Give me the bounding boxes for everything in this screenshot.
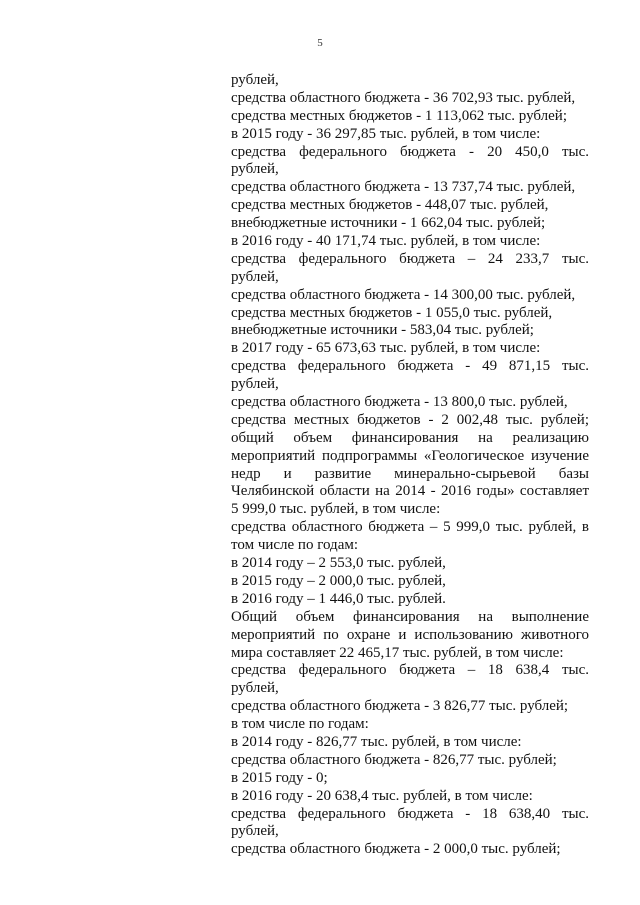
text-line: рублей,: [231, 376, 279, 393]
text-line: рублей,: [231, 268, 279, 285]
text-line: в 2015 году - 36 297,85 тыс. рублей, в том числе:: [231, 125, 541, 142]
text-line: средства областного бюджета - 826,77 тыс. рублей;: [231, 751, 557, 768]
text-line: рублей,: [231, 680, 279, 697]
text-line: рублей,: [231, 823, 279, 840]
text-line: мира составляет 22 465,17 тыс. рублей, в том числе:: [231, 644, 564, 661]
text-line: в 2014 году - 826,77 тыс. рублей, в том числе:: [231, 733, 522, 750]
text-line: недр и развитие минерально-сырьевой базы: [231, 465, 589, 482]
text-line: средства местных бюджетов - 448,07 тыс. рублей,: [231, 197, 549, 214]
text-line: средства областного бюджета - 36 702,93 тыс. рублей,: [231, 89, 576, 106]
text-line: в 2016 году - 20 638,4 тыс. рублей, в том числе:: [231, 787, 533, 804]
text-line: в 2016 году – 1 446,0 тыс. рублей.: [231, 590, 446, 607]
text-line: средства федерального бюджета - 18 638,40 тыс.: [231, 805, 589, 822]
text-line: средства федерального бюджета – 24 233,7 тыс.: [231, 250, 589, 267]
text-line: средства областного бюджета - 13 800,0 тыс. рублей,: [231, 394, 568, 411]
text-line: мероприятий по охране и использованию животного: [231, 626, 589, 643]
body-text: [231, 72, 589, 859]
text-line: средства областного бюджета - 13 737,74 тыс. рублей,: [231, 179, 576, 196]
text-line: средства областного бюджета - 2 000,0 тыс. рублей;: [231, 841, 561, 858]
text-line: средства местных бюджетов - 2 002,48 тыс. рублей;: [231, 411, 589, 428]
text-line: в 2015 году - 0;: [231, 769, 328, 786]
text-line: Челябинской области на 2014 - 2016 годы» составляет: [231, 483, 589, 500]
text-line: в том числе по годам:: [231, 716, 369, 733]
text-line: в 2015 году – 2 000,0 тыс. рублей,: [231, 572, 446, 589]
text-line: мероприятий подпрограммы «Геологическое изучение: [231, 447, 589, 464]
text-line: том числе по годам:: [231, 537, 359, 554]
text-line: общий объем финансирования на реализацию: [231, 429, 589, 446]
text-line: рублей,: [231, 72, 279, 88]
text-line: средства областного бюджета - 3 826,77 тыс. рублей;: [231, 698, 569, 715]
text-line: 5 999,0 тыс. рублей, в том числе:: [231, 501, 441, 518]
text-line: внебюджетные источники - 583,04 тыс. рублей;: [231, 322, 534, 339]
text-line: средства местных бюджетов - 1 055,0 тыс. рублей,: [231, 304, 553, 321]
text-line: в 2017 году - 65 673,63 тыс. рублей, в том числе:: [231, 340, 541, 357]
page-number: 5: [317, 37, 323, 49]
text-line: в 2016 году - 40 171,74 тыс. рублей, в том числе:: [231, 233, 541, 250]
text-line: средства областного бюджета – 5 999,0 тыс. рублей, в: [231, 519, 589, 536]
text-line: средства федерального бюджета - 49 871,15 тыс.: [231, 358, 589, 375]
text-line: средства местных бюджетов - 1 113,062 тыс. рублей;: [231, 107, 567, 124]
text-line: рублей,: [231, 161, 279, 178]
text-line: Общий объем финансирования на выполнение: [231, 608, 589, 625]
text-line: средства федерального бюджета - 20 450,0 тыс.: [231, 143, 589, 160]
text-line: в 2014 году – 2 553,0 тыс. рублей,: [231, 555, 446, 572]
text-line: средства областного бюджета - 14 300,00 тыс. рублей,: [231, 286, 576, 303]
text-line: внебюджетные источники - 1 662,04 тыс. рублей;: [231, 215, 546, 232]
text-line: средства федерального бюджета – 18 638,4 тыс.: [231, 662, 589, 679]
